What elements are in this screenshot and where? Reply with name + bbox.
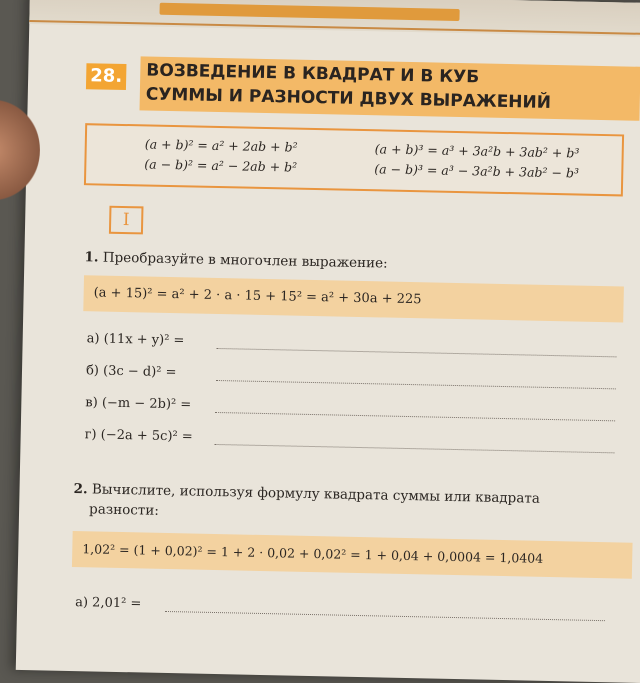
task2-item-a	[75, 595, 605, 621]
task1-text: Преобразуйте в многочлен выражение:	[102, 249, 388, 272]
section-title-line2: СУММЫ И РАЗНОСТИ ДВУХ ВЫРАЖЕНИЙ	[145, 84, 552, 113]
answer-line[interactable]	[215, 412, 615, 421]
task2-item-a-label: а) 2,01² =	[75, 595, 142, 612]
orange-strip	[160, 3, 460, 21]
answer-line[interactable]	[215, 444, 615, 453]
task2-example: 1,02² = (1 + 0,02)² = 1 + 2 · 0,02 + 0,02² = 1 + 0,04 + 0,0004 = 1,0404	[72, 531, 633, 579]
task1-number: 1.	[84, 249, 99, 266]
answer-line[interactable]	[216, 380, 616, 389]
task2-statement	[73, 479, 634, 531]
divider-line	[29, 20, 640, 35]
square-formulas	[144, 134, 298, 177]
textbook-page	[16, 0, 640, 683]
formula-square-sum: (a + b)² = a² + 2ab + b²	[144, 136, 298, 155]
task1-example: (a + 15)² = a² + 2 · a · 15 + 15² = a² + 30a + 225	[83, 275, 624, 322]
formula-box	[84, 123, 624, 196]
task1-item-b	[86, 363, 616, 389]
section-title-line1: ВОЗВЕДЕНИЕ В КВАДРАТ И В КУБ	[146, 60, 480, 88]
task1-item-d-label: г) (−2a + 5c)² =	[84, 427, 193, 445]
previous-section-band	[29, 0, 640, 37]
task2-text-line2: разности:	[88, 501, 160, 519]
task1-item-d	[85, 427, 615, 453]
task2-text-line1: Вычислите, используя формулу квадрата суммы или квадрата	[91, 481, 541, 507]
answer-line[interactable]	[217, 348, 617, 357]
task1-statement	[84, 249, 388, 271]
section-number-badge: 28.	[86, 63, 127, 90]
formula-cube-sum: (a + b)³ = a³ + 3a²b + 3ab² + b³	[374, 141, 580, 161]
task1-item-c	[85, 395, 615, 421]
section-title	[146, 58, 637, 116]
cube-formulas	[374, 139, 579, 183]
level-marker: I	[109, 206, 144, 235]
task1-item-a-label: а) (11x + y)² =	[86, 331, 185, 349]
formula-square-diff: (a − b)² = a² − 2ab + b²	[144, 156, 298, 175]
task1-item-a	[87, 331, 617, 357]
task1-item-c-label: в) (−m − 2b)² =	[85, 395, 192, 413]
task2-number: 2.	[73, 481, 88, 498]
answer-line[interactable]	[165, 611, 605, 621]
formula-cube-diff: (a − b)³ = a³ − 3a²b + 3ab² − b³	[374, 161, 580, 181]
task1-item-b-label: б) (3c − d)² =	[85, 363, 177, 381]
